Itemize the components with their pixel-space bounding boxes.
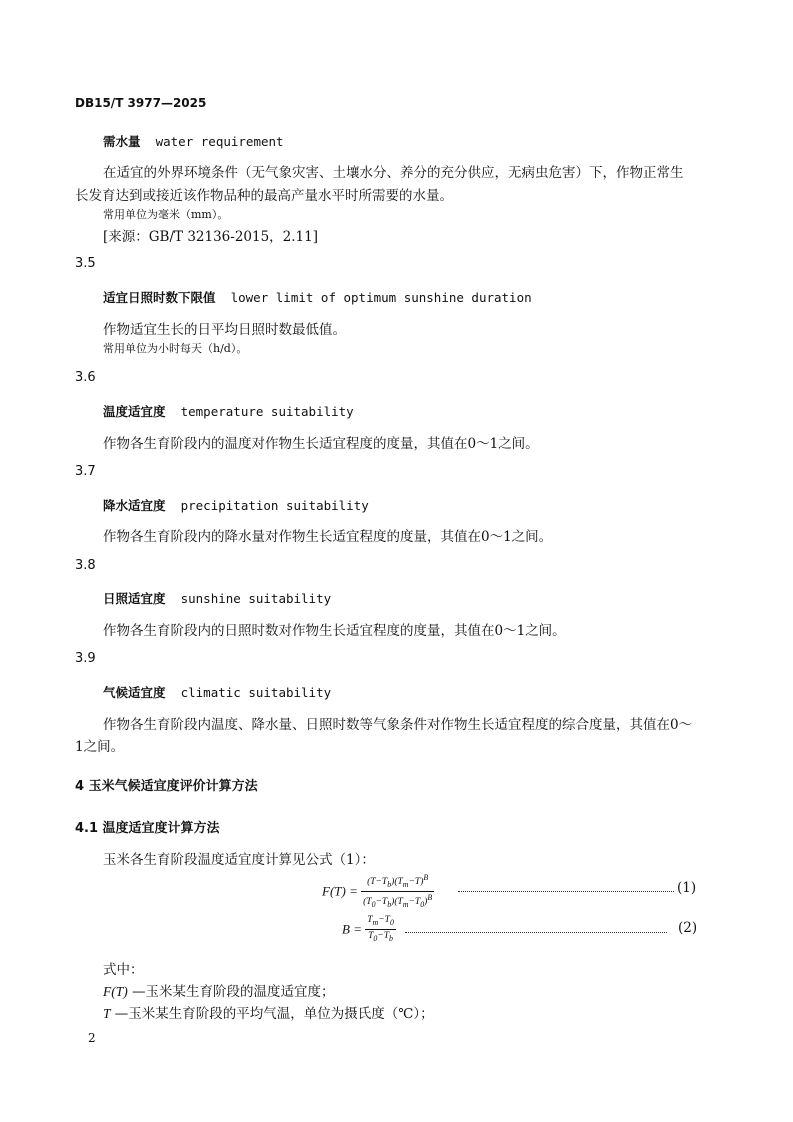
clause-number: 3.8 bbox=[75, 558, 96, 573]
formula-fraction bbox=[361, 872, 434, 911]
formula-lhs: B = bbox=[342, 921, 362, 937]
fraction-denominator: $(T_0-T_b)(T_m-T_0)^B$ bbox=[363, 893, 433, 910]
definition-line: 作物适宜生长的日平均日照时数最低值。 bbox=[103, 322, 346, 338]
section-heading: 4 玉米气候适宜度评价计算方法 bbox=[75, 779, 258, 794]
formula-fraction bbox=[365, 914, 396, 945]
term-en: precipitation suitability bbox=[180, 498, 369, 513]
subsection-heading: 4.1 温度适宜度计算方法 bbox=[75, 821, 220, 836]
clause-number: 3.6 bbox=[75, 370, 96, 385]
formula-number: (1) bbox=[677, 880, 697, 896]
term-note: 常用单位为毫米（mm）。 bbox=[103, 208, 229, 221]
fraction-denominator: $T_0-T_b$ bbox=[368, 930, 393, 943]
where-item bbox=[103, 1002, 434, 1022]
where-item bbox=[103, 980, 335, 1000]
page-number: 2 bbox=[88, 1031, 96, 1045]
formula-number: (2) bbox=[678, 920, 698, 936]
term-cn: 需水量 bbox=[103, 134, 141, 149]
leader-dots bbox=[458, 891, 674, 892]
definition-line: 作物各生育阶段内的降水量对作物生长适宜程度的度量，其值在0～1之间。 bbox=[103, 529, 553, 545]
symbol: T bbox=[103, 1006, 111, 1021]
term-en: temperature suitability bbox=[180, 404, 354, 419]
term-cn: 温度适宜度 bbox=[103, 404, 166, 419]
definition-line: 1之间。 bbox=[75, 739, 125, 755]
term-temperature-suitability bbox=[103, 401, 354, 420]
formula-intro: 玉米各生育阶段温度适宜度计算见公式（1）： bbox=[103, 852, 375, 868]
leader-dots bbox=[405, 932, 667, 933]
formula-2 bbox=[342, 914, 396, 945]
term-source: [来源：GB/T 32136-2015，2.11] bbox=[103, 229, 319, 245]
symbol-description: —玉米某生育阶段的温度适宜度； bbox=[127, 984, 335, 1000]
formula-1 bbox=[322, 872, 434, 911]
term-cn: 降水适宜度 bbox=[103, 498, 166, 513]
term-cn: 气候适宜度 bbox=[103, 685, 166, 700]
term-lower-limit-sunshine bbox=[103, 287, 532, 306]
symbol-description: —玉米某生育阶段的平均气温，单位为摄氏度（℃）； bbox=[110, 1006, 434, 1022]
definition-line: 作物各生育阶段内的日照时数对作物生长适宜程度的度量，其值在0～1之间。 bbox=[103, 623, 566, 639]
clause-number: 3.7 bbox=[75, 464, 96, 479]
clause-number: 3.5 bbox=[75, 256, 96, 271]
fraction-numerator: $(T-T_b)(T_m-T)^B$ bbox=[361, 872, 434, 892]
fraction-numerator: $T_m-T_0$ bbox=[365, 914, 396, 930]
term-climatic-suitability bbox=[103, 682, 331, 701]
term-en: sunshine suitability bbox=[180, 591, 332, 606]
term-water-requirement bbox=[103, 131, 284, 150]
term-en: lower limit of optimum sunshine duration bbox=[230, 290, 532, 305]
document-code: DB15/T 3977—2025 bbox=[75, 96, 207, 110]
clause-number: 3.9 bbox=[75, 651, 96, 666]
term-cn: 日照适宜度 bbox=[103, 591, 166, 606]
definition-line: 作物各生育阶段内的温度对作物生长适宜程度的度量，其值在0～1之间。 bbox=[103, 436, 539, 452]
term-sunshine-suitability bbox=[103, 588, 331, 607]
where-label: 式中： bbox=[103, 962, 144, 978]
symbol: F(T) bbox=[103, 984, 128, 999]
term-note: 常用单位为小时每天（h/d）。 bbox=[103, 342, 248, 355]
formula-lhs: F(T) = bbox=[322, 883, 358, 899]
term-en: water requirement bbox=[155, 134, 284, 149]
term-cn: 适宜日照时数下限值 bbox=[103, 290, 216, 305]
definition-line: 作物各生育阶段内温度、降水量、日照时数等气象条件对作物生长适宜程度的综合度量，其值在0～ bbox=[103, 717, 693, 733]
definition-line: 长发育达到或接近该作物品种的最高产量水平时所需要的水量。 bbox=[75, 188, 453, 204]
term-en: climatic suitability bbox=[180, 685, 332, 700]
definition-line: 在适宜的外界环境条件（无气象灾害、土壤水分、养分的充分供应，无病虫危害）下，作物正常生 bbox=[103, 165, 684, 181]
term-precipitation-suitability bbox=[103, 495, 369, 514]
